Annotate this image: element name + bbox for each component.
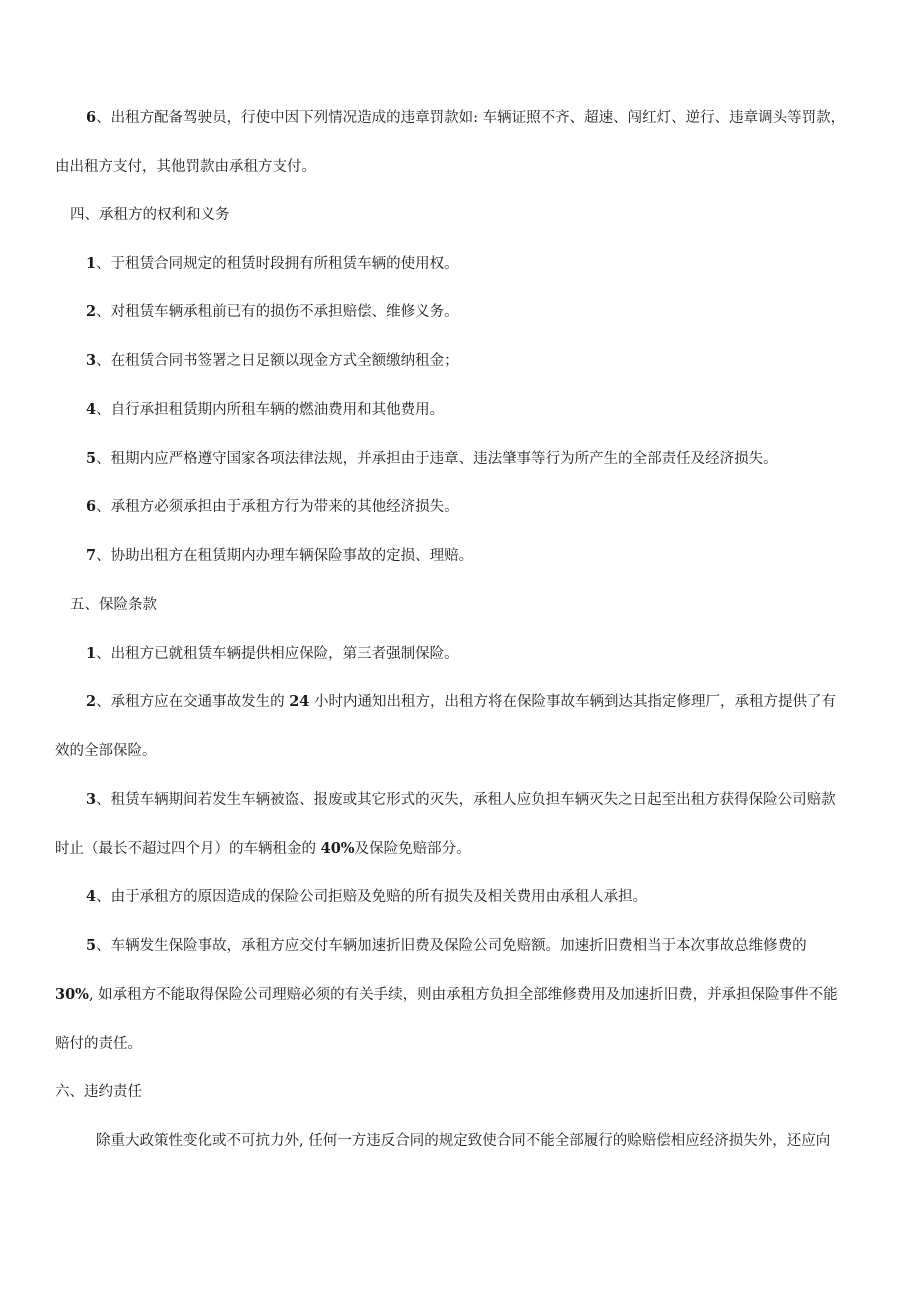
- clause-text: 、承租方应在交通事故发生的: [96, 694, 290, 710]
- clause-line: [86, 546, 896, 566]
- clause-line: [86, 644, 896, 664]
- section-heading-text: 四、承租方的权利和义务: [70, 207, 230, 223]
- clause-line: [86, 254, 896, 274]
- clause-text: 效的全部保险。: [55, 743, 157, 759]
- clause-text: 、由于承租方的原因造成的保险公司拒赔及免赔的所有损失及相关费用由承租人承担。: [96, 889, 648, 905]
- clause-line: [55, 985, 895, 1005]
- clause-text: 、在租赁合同书签署之日足额以现金方式全额缴纳租金；: [96, 353, 459, 369]
- clause-bold-number: 40%: [320, 840, 355, 857]
- clause-bold-number: 30%: [55, 986, 89, 1003]
- clause-number: 5: [86, 450, 97, 467]
- clause-number: 3: [86, 791, 97, 808]
- clause-number: 6: [86, 498, 97, 515]
- clause-number: 6: [86, 109, 97, 126]
- clause-text: 小时内通知出租方，出租方将在保险事故车辆到达其指定修理厂，承租方提供了有: [309, 694, 836, 710]
- clause-line: [86, 692, 896, 712]
- clause-number: 1: [86, 255, 97, 272]
- clause-number: 1: [86, 645, 97, 662]
- clause-bold-number: 24: [289, 693, 310, 710]
- clause-text: 、出租方已就租赁车辆提供相应保险，第三者强制保险。: [96, 646, 459, 662]
- clause-line: [86, 497, 896, 517]
- clause-line: [86, 351, 896, 371]
- clause-text: 、租期内应严格遵守国家各项法律法规，并承担由于违章、违法肇事等行为所产生的全部责任及经济损失。: [96, 451, 778, 467]
- clause-line: [86, 400, 896, 420]
- clause-line: [55, 157, 895, 177]
- clause-line: [96, 1131, 886, 1151]
- clause-line: [55, 741, 895, 761]
- clause-number: 2: [86, 693, 97, 710]
- section-heading-text: 六、违约责任: [55, 1084, 142, 1100]
- clause-line: [86, 449, 896, 469]
- clause-text: 、承租方必须承担由于承租方行为带来的其他经济损失。: [96, 499, 459, 515]
- clause-text: 除重大政策性变化或不可抗力外, 任何一方违反合同的规定致使合同不能全部履行的赊赔偿相应经济损失外，还应向: [96, 1133, 831, 1149]
- clause-number: 5: [86, 937, 97, 954]
- clause-number: 4: [86, 401, 97, 418]
- clause-text: 赔付的责任。: [55, 1036, 142, 1052]
- clause-text: 及保险免赔部分。: [354, 841, 471, 857]
- clause-number: 2: [86, 303, 97, 320]
- clause-line: [55, 839, 895, 859]
- clause-text: 、协助出租方在租赁期内办理车辆保险事故的定损、理赔。: [96, 548, 474, 564]
- clause-line: [86, 108, 896, 128]
- clause-text: 、自行承担租赁期内所租车辆的燃油费用和其他费用。: [96, 402, 445, 418]
- clause-text: 由出租方支付，其他罚款由承租方支付。: [55, 159, 316, 175]
- section-heading: [70, 205, 910, 225]
- clause-number: 3: [86, 352, 97, 369]
- section-heading: [55, 1082, 895, 1102]
- clause-number: 7: [86, 547, 97, 564]
- clause-text: 、车辆发生保险事故，承租方应交付车辆加速折旧费及保险公司免赔额。加速折旧费相当于本次事故总维修费的: [96, 938, 807, 954]
- clause-text: 、出租方配备驾驶员，行使中因下列情况造成的违章罚款如: 车辆证照不齐、超速、闯红灯、逆行、违章调头等罚款，: [96, 110, 846, 126]
- clause-line: [55, 1034, 895, 1054]
- clause-line: [86, 887, 896, 907]
- clause-text: 时止（最长不超过四个月）的车辆租金的: [55, 841, 321, 857]
- clause-line: [86, 790, 896, 810]
- section-heading-text: 五、保险条款: [70, 597, 157, 613]
- section-heading: [70, 595, 910, 615]
- clause-line: [86, 936, 896, 956]
- clause-number: 4: [86, 888, 97, 905]
- clause-text: , 如承租方不能取得保险公司理赔必须的有关手续，则由承租方负担全部维修费用及加速折旧费，并承担保险事件不能: [88, 987, 838, 1003]
- clause-text: 、租赁车辆期间若发生车辆被盗、报废或其它形式的灭失，承租人应负担车辆灭失之日起至出租方获得保险公司赔款: [96, 792, 836, 808]
- clause-text: 、对租赁车辆承租前已有的损伤不承担赔偿、维修义务。: [96, 304, 459, 320]
- clause-line: [86, 302, 896, 322]
- clause-text: 、于租赁合同规定的租赁时段拥有所租赁车辆的使用权。: [96, 256, 459, 272]
